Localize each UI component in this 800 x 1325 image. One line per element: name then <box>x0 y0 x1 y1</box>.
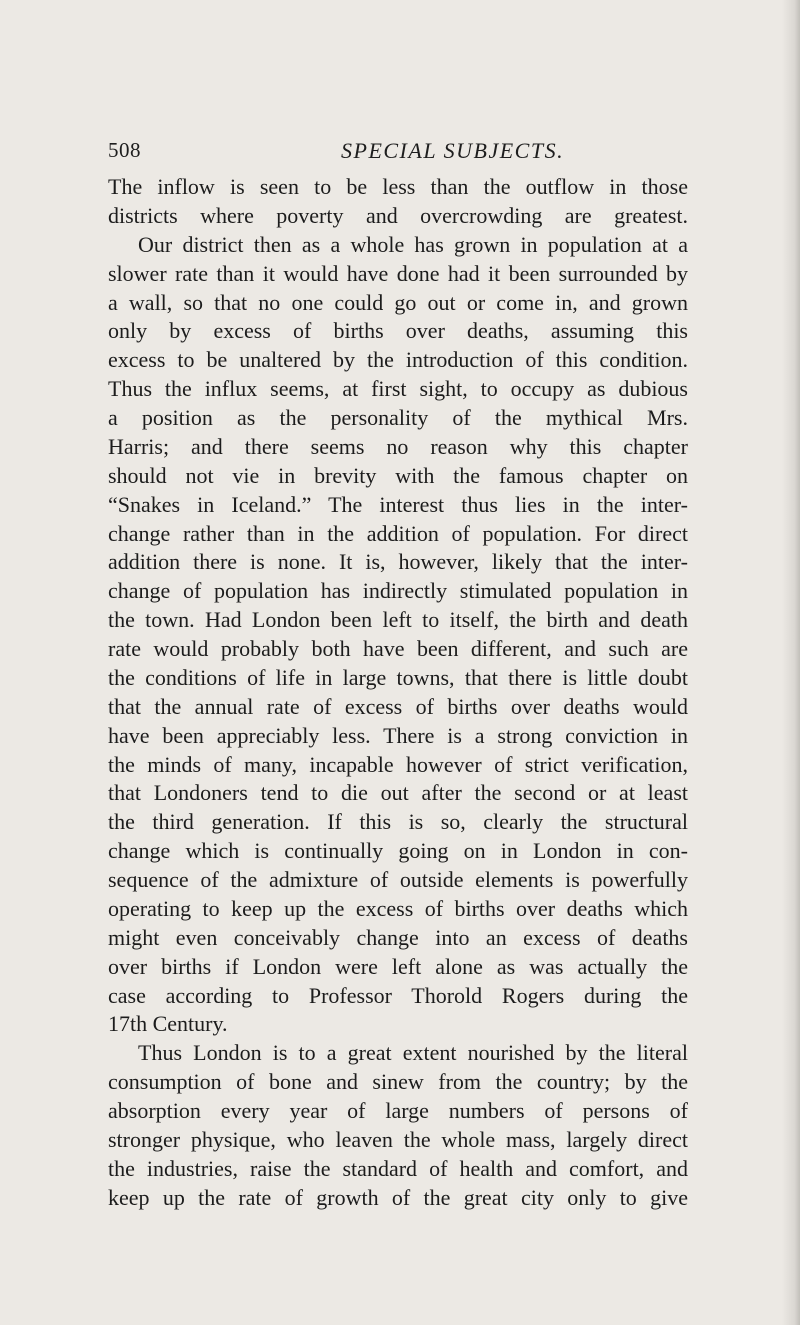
text-line: consumption of bone and sinew from the country; by the <box>108 1069 688 1095</box>
text-line: rate would probably both have been different, and such are <box>108 636 688 661</box>
text-line: should not vie in brevity with the famous chapter on <box>108 462 688 488</box>
text-line: keep up the rate of growth of the great city only to give <box>108 1184 688 1210</box>
text-line: Harris; and there seems no reason why this chapter <box>108 433 688 459</box>
text-line: have been appreciably less. There is a strong conviction in <box>108 722 688 748</box>
text-line: Thus the influx seems, at first sight, to occupy as dubious <box>108 376 688 402</box>
text-line: addition there is none. It is, however, likely that the inter- <box>108 549 688 575</box>
text-line: the town. Had London been left to itself, the birth and death <box>108 607 688 633</box>
running-head <box>108 138 688 168</box>
text-line: Our district then as a whole has grown in population at a <box>138 231 688 257</box>
page-edge-shadow <box>782 0 800 1325</box>
text-line: stronger physique, who leaven the whole mass, largely direct <box>108 1126 688 1152</box>
text-line: the minds of many, incapable however of strict verification, <box>108 751 688 777</box>
text-line: change which is continually going on in London in con- <box>108 838 688 864</box>
body-text <box>108 173 688 1213</box>
text-line: that the annual rate of excess of births over deaths would <box>108 693 688 719</box>
text-line: case according to Professor Thorold Rogers during the <box>108 982 688 1008</box>
page-number: 508 <box>108 138 141 162</box>
text-line: that Londoners tend to die out after the second or at least <box>108 780 688 806</box>
text-line: sequence of the admixture of outside elements is powerfully <box>108 867 688 892</box>
text-line: absorption every year of large numbers of persons of <box>108 1098 688 1123</box>
text-line: operating to keep up the excess of births over deaths which <box>108 895 688 921</box>
text-line: excess to be unaltered by the introduction of this condition. <box>108 347 688 373</box>
text-line: the industries, raise the standard of health and comfort, and <box>108 1155 688 1181</box>
text-line: might even conceivably change into an excess of deaths <box>108 924 688 950</box>
text-line: a position as the personality of the mythical Mrs. <box>108 405 688 430</box>
text-line: slower rate than it would have done had it been surrounded by <box>108 260 688 286</box>
text-line: districts where poverty and overcrowding are greatest. <box>108 202 688 228</box>
text-line: the third generation. If this is so, clearly the structural <box>108 809 688 835</box>
text-line: over births if London were left alone as was actually the <box>108 953 688 979</box>
text-line: the conditions of life in large towns, that there is little doubt <box>108 664 688 690</box>
text-line: a wall, so that no one could go out or come in, and grown <box>108 289 688 315</box>
text-line: Thus London is to a great extent nourished by the literal <box>138 1040 688 1066</box>
text-line: The inflow is seen to be less than the outflow in those <box>108 174 688 199</box>
text-line: “Snakes in Iceland.” The interest thus lies in the inter- <box>108 491 688 517</box>
section-title: SPECIAL SUBJECTS. <box>341 138 565 163</box>
text-line: change of population has indirectly stimulated population in <box>108 578 688 604</box>
text-line: change rather than in the addition of population. For direct <box>108 520 688 546</box>
text-line: 17th Century. <box>108 1011 228 1037</box>
text-line: only by excess of births over deaths, assuming this <box>108 318 688 344</box>
